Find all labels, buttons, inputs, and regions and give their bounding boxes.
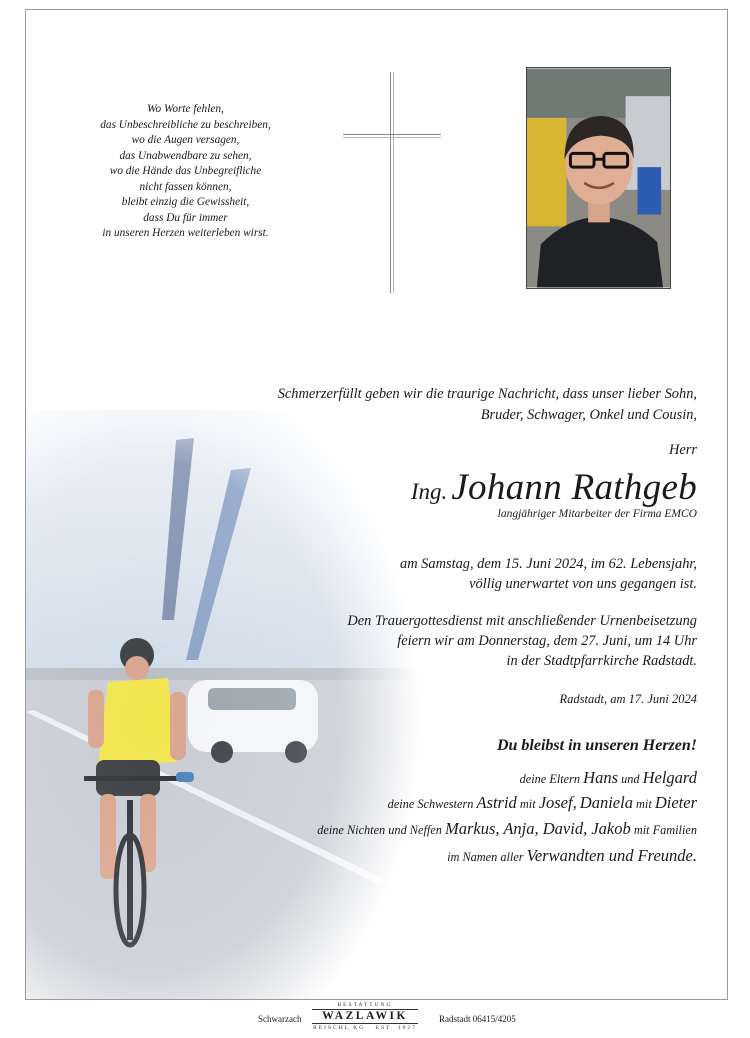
salutation: Herr	[669, 442, 697, 458]
poem-line: bleibt einzig die Gewissheit,	[121, 196, 250, 208]
family-name: Daniela	[579, 793, 633, 812]
family-prefix: deine Schwestern	[387, 797, 474, 811]
family-name: Verwandten und Freunde.	[526, 846, 697, 865]
family-sisters	[388, 793, 697, 813]
poem-line: dass Du für immer	[143, 211, 228, 224]
full-name: Johann Rathgeb	[451, 467, 697, 508]
footer-location-right: Radstadt 06415/4205	[439, 1014, 516, 1024]
death-line: am Samstag, dem 15. Juni 2024, im 62. Lebensjahr,	[400, 556, 697, 572]
death-line: völlig unerwartet von uns gegangen ist.	[469, 576, 697, 592]
funeral-home-logo	[300, 1002, 430, 1031]
poem-line: das Unabwendbare zu sehen,	[119, 149, 252, 162]
footer-location-left: Schwarzach	[258, 1014, 302, 1024]
portrait-photo	[526, 67, 671, 289]
family-name: Astrid	[476, 793, 517, 812]
funeral-service	[347, 611, 697, 671]
family-prefix: deine Eltern	[519, 772, 581, 786]
family-connector: mit	[519, 797, 536, 811]
cross-vertical	[390, 72, 394, 293]
poem-line: Wo Worte fehlen,	[147, 103, 224, 115]
intro-line: Bruder, Schwager, Onkel und Cousin,	[480, 407, 697, 423]
poem-line: nicht fassen können,	[139, 180, 232, 193]
intro-text	[278, 384, 697, 426]
academic-title: Ing.	[410, 479, 448, 504]
poem-line: wo die Augen versagen,	[131, 134, 240, 146]
place-date: Radstadt, am 17. Juni 2024	[559, 692, 697, 706]
family-prefix: im Namen aller	[447, 850, 524, 864]
family-name: Hans	[583, 768, 618, 787]
family-nieces	[317, 819, 697, 839]
family-connector: mit	[636, 797, 652, 811]
logo-top: BESTATTUNG	[337, 1002, 393, 1008]
cross-horizontal	[343, 134, 441, 138]
service-line: in der Stadtpfarrkirche Radstadt.	[506, 653, 697, 669]
logo-name: WAZLAWIK	[312, 1009, 418, 1024]
poem	[78, 102, 293, 242]
death-notice	[400, 554, 697, 594]
poem-line: das Unbeschreibliche zu beschreiben,	[100, 118, 271, 131]
service-line: feiern wir am Donnerstag, dem 27. Juni, um 14 Uhr	[397, 633, 697, 649]
motto: Du bleibst in unseren Herzen!	[496, 737, 697, 754]
family-prefix: deine Nichten und Neffen	[317, 823, 442, 837]
family-name: Dieter	[654, 793, 697, 812]
poem-line: wo die Hände das Unbegreifliche	[109, 165, 262, 177]
family-suffix: mit Familien	[633, 823, 697, 837]
footer	[0, 1000, 750, 1038]
family-name: Markus, Anja, David, Jakob	[444, 819, 631, 838]
family-parents	[520, 768, 697, 788]
family-name: Josef,	[538, 793, 577, 812]
poem-line: in unseren Herzen weiterleben wirst.	[102, 227, 269, 239]
intro-line: Schmerzerfüllt geben wir die traurige Nachricht, dass unser lieber Sohn,	[277, 386, 697, 402]
obituary-card	[25, 9, 728, 1000]
family-name: Helgard	[642, 768, 697, 787]
family-connector: und	[621, 772, 640, 786]
deceased-name	[411, 466, 697, 509]
service-line: Den Trauergottesdienst mit anschließender Urnenbeisetzung	[347, 613, 697, 629]
cyclist-photo	[26, 410, 466, 1000]
employer-note: langjähriger Mitarbeiter der Firma EMCO	[497, 508, 697, 520]
logo-bottom: REISCHL KG · EST. 1927	[313, 1025, 417, 1031]
family-relatives	[447, 846, 697, 866]
